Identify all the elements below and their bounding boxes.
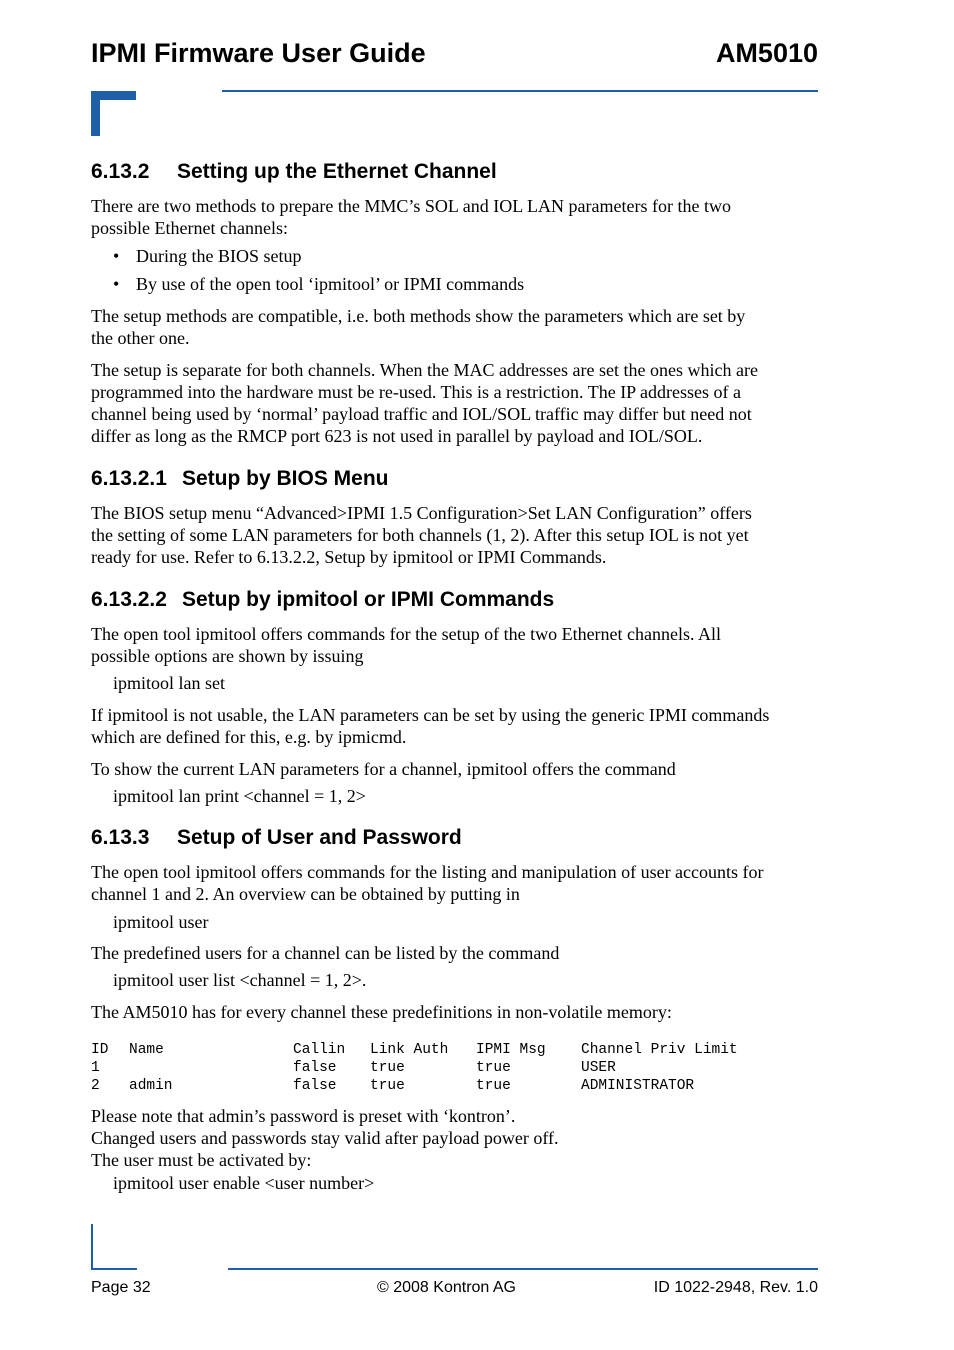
text-line: The setup is separate for both channels. When the MAC addresses are set the ones which are [91, 360, 758, 380]
text-line: programmed into the hardware must be re-used. This is a restriction. The IP addresses of a [91, 382, 741, 402]
table-cell: true [476, 1060, 511, 1076]
command-line: ipmitool user list <channel = 1, 2>. [113, 970, 367, 990]
text-line: The BIOS setup menu “Advanced>IPMI 1.5 Configuration>Set LAN Configuration” offers [91, 503, 752, 523]
section-title: Setup by ipmitool or IPMI Commands [182, 588, 555, 611]
text-line: Please note that admin’s password is preset with ‘kontron’. [91, 1106, 516, 1126]
page-number: Page 32 [91, 1279, 151, 1296]
text-line: the setting of some LAN parameters for both channels (1, 2). After this setup IOL is not yet [91, 525, 749, 545]
paragraph [91, 305, 821, 349]
table-row [91, 1077, 738, 1095]
text-line: which are defined for this, e.g. by ipmicmd. [91, 727, 407, 747]
table-cell: true [370, 1078, 405, 1094]
header-rule [222, 90, 818, 92]
text-line: Changed users and passwords stay valid after payload power off. [91, 1128, 559, 1148]
section-title: Setup of User and Password [177, 826, 462, 849]
bullet-icon: • [113, 246, 120, 266]
table-cell: false [293, 1078, 337, 1094]
paragraph [91, 502, 821, 568]
table-cell: admin [129, 1078, 173, 1094]
table-cell: false [293, 1060, 337, 1076]
paragraph: The AM5010 has for every channel these predefinitions in non-volatile memory: [91, 1002, 672, 1022]
text-line: ready for use. Refer to 6.13.2.2, Setup by ipmitool or IPMI Commands. [91, 547, 607, 567]
paragraph [91, 623, 821, 667]
paragraph [91, 359, 821, 447]
column-header: Callin [293, 1042, 346, 1058]
command-line: ipmitool user enable <user number> [113, 1173, 375, 1193]
text-line: differ as long as the RMCP port 623 is not used in parallel by payload and IOL/SOL. [91, 426, 703, 446]
text-line: The open tool ipmitool offers commands for the listing and manipulation of user accounts for [91, 862, 764, 882]
text-line: possible Ethernet channels: [91, 218, 288, 238]
table-cell: true [476, 1078, 511, 1094]
corner-mark-icon-bar [91, 91, 136, 100]
document-title: IPMI Firmware User Guide [91, 38, 426, 68]
section-number: 6.13.3 [91, 826, 150, 849]
text-line: the other one. [91, 328, 190, 348]
table-cell: USER [581, 1060, 616, 1076]
text-line: If ipmitool is not usable, the LAN parameters can be set by using the generic IPMI commands [91, 705, 770, 725]
column-header: Link Auth [370, 1042, 449, 1058]
command-line: ipmitool user [113, 912, 209, 932]
notes [91, 1105, 821, 1171]
section-number: 6.13.2.2 [91, 588, 167, 611]
footer-corner-mark-bar [91, 1268, 137, 1270]
command-line: ipmitool lan print <channel = 1, 2> [113, 786, 366, 806]
copyright: © 2008 Kontron AG [377, 1279, 516, 1296]
document-id: ID 1022-2948, Rev. 1.0 [653, 1279, 818, 1296]
section-title: Setup by BIOS Menu [182, 467, 389, 490]
text-line: The user must be activated by: [91, 1150, 312, 1170]
section-heading-6-13-2-2 [91, 588, 554, 612]
column-header: Channel Priv Limit [581, 1042, 738, 1058]
section-title: Setting up the Ethernet Channel [177, 160, 497, 183]
bullet-icon: • [113, 274, 120, 294]
text-line: There are two methods to prepare the MMC’s SOL and IOL LAN parameters for the two [91, 196, 731, 216]
column-header: IPMI Msg [476, 1042, 546, 1058]
table-cell: true [370, 1060, 405, 1076]
table-cell: 1 [91, 1060, 100, 1076]
paragraph [91, 704, 821, 748]
section-heading-6-13-2 [91, 160, 497, 184]
text-line: channel being used by ‘normal’ payload traffic and IOL/SOL traffic may differ but need not [91, 404, 752, 424]
user-table [91, 1041, 738, 1095]
text-line: channel 1 and 2. An overview can be obtained by putting in [91, 884, 520, 904]
table-header-row [91, 1041, 738, 1059]
section-heading-6-13-3 [91, 826, 462, 850]
product-model: AM5010 [715, 38, 818, 68]
table-cell: ADMINISTRATOR [581, 1078, 695, 1094]
table-cell: 2 [91, 1078, 100, 1094]
footer-corner-mark [91, 1224, 93, 1270]
column-header: Name [129, 1042, 164, 1058]
table-row [91, 1059, 738, 1077]
list-item [113, 245, 302, 267]
section-heading-6-13-2-1 [91, 467, 389, 491]
list-item [113, 273, 524, 295]
footer-rule [228, 1268, 818, 1270]
column-header: ID [91, 1042, 109, 1058]
section-number: 6.13.2 [91, 160, 150, 183]
text-line: The open tool ipmitool offers commands for the setup of the two Ethernet channels. All [91, 624, 722, 644]
command-line: ipmitool lan set [113, 673, 225, 693]
table-cell [129, 1059, 293, 1077]
list-item-text: By use of the open tool ‘ipmitool’ or IPMI commands [136, 274, 525, 294]
paragraph [91, 861, 821, 905]
text-line: The setup methods are compatible, i.e. both methods show the parameters which are set by [91, 306, 746, 326]
paragraph: To show the current LAN parameters for a channel, ipmitool offers the command [91, 759, 676, 779]
paragraph [91, 195, 821, 239]
section-number: 6.13.2.1 [91, 467, 167, 490]
list-item-text: During the BIOS setup [136, 246, 302, 266]
text-line: possible options are shown by issuing [91, 646, 364, 666]
paragraph: The predefined users for a channel can be listed by the command [91, 943, 560, 963]
